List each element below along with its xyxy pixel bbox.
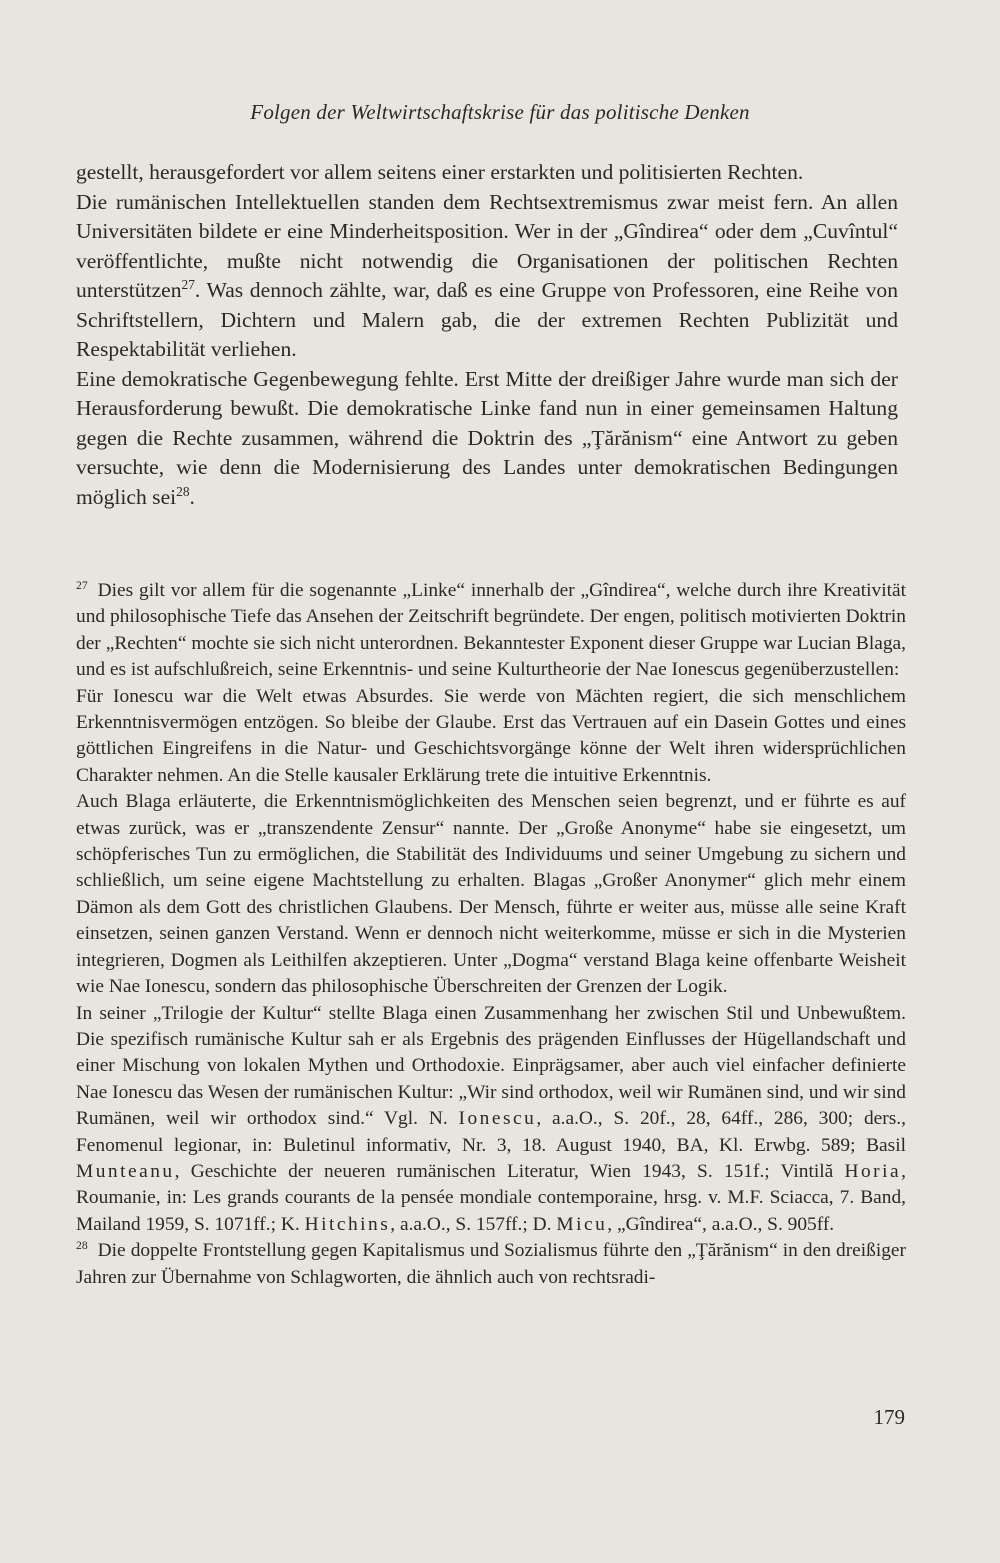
footnote-27-text-4a: In seiner „Trilogie der Kultur“ stellte Blaga einen Zusammenhang her zwischen Stil und Unbewußtem. Die spezifisch rumänische Kultur sah er als Ergebnis des prägenden Einflusses der Hügellandschaft und einer Mischung von lokalen Mythen und Orthodoxie. Einprägsamer, aber auch viel einfacher definierte Nae Ionescu das Wesen der rumänischen Kultur: „Wir sind orthodox, weil wir Rumänen sind, und wir sind Rumänen, weil wir orthodox sind.“ Vgl. N.	[76, 1002, 906, 1130]
footnote-27-number: 27	[76, 578, 88, 592]
footnote-ref-28: 28	[176, 483, 190, 499]
footnote-27-text-4f: , „Gîndirea“, a.a.O., S. 905ff.	[607, 1213, 835, 1235]
footnote-27-para-1	[76, 578, 906, 684]
author-name-munteanu: Munteanu	[76, 1160, 175, 1182]
footnote-28-para-1	[76, 1238, 906, 1291]
footnote-27-text-4b: , a.a.O., S. 20f., 28, 64ff., 286, 300; ders., Fenomenul legionar, in: Buletinul informativ, Nr. 3, 18. August 1940, BA, Kl. Erwbg. 589; Basil	[76, 1108, 906, 1156]
footnote-27-para-4	[76, 1001, 906, 1239]
footnote-27-text-4d: , Roumanie, in: Les grands courants de la pensée mondiale contemporaine, hrsg. v. M.F. Sciacca, 7. Band, Mailand 1959, S. 1071ff.; K.	[76, 1160, 906, 1235]
paragraph-3-text: Eine demokratische Gegenbewegung fehlte. Erst Mitte der dreißiger Jahre wurde man sich der Herausforderung bewußt. Die demokratische Linke fand nun in einer gemeinsamen Haltung gegen die Rechte zusammen, während die Doktrin des „Ţărănism“ eine Antwort zu geben versuchte, wie denn die Modernisierung des Landes unter demokratischen Bedingungen möglich sei	[76, 366, 898, 509]
running-head: Folgen der Weltwirtschaftskrise für das politische Denken	[250, 100, 750, 124]
footnote-27-para-2: Für Ionescu war die Welt etwas Absurdes. Sie werde von Mächten regiert, die sich menschlichem Erkenntnisvermögen entzögen. So bleibe der Glaube. Erst das Vertrauen auf ein Dasein Gottes und eines göttlichen Eingreifens in die Natur- und Geschichtsvorgänge könne der Welt ihren widersprüchlichen Charakter nehmen. An die Stelle kausaler Erklärung trete die intuitive Erkenntnis.	[76, 685, 906, 786]
footnote-ref-27: 27	[181, 276, 195, 292]
author-name-micu: Micu	[556, 1213, 608, 1235]
paragraph-1: gestellt, herausgefordert vor allem seitens einer erstarkten und politisierten Rechten.	[76, 160, 804, 184]
footnote-28-number: 28	[76, 1238, 88, 1252]
paragraph-2	[76, 188, 898, 365]
author-name-horia: Horia	[844, 1160, 902, 1182]
footnote-27-text-4c: , Geschichte der neueren rumänischen Literatur, Wien 1943, S. 151f.; Vintilă	[174, 1160, 845, 1182]
footnote-27-para-3: Auch Blaga erläuterte, die Erkenntnismöglichkeiten des Menschen seien begrenzt, und er führte es auf etwas zurück, was er „transzendente Zensur“ nannte. Der „Große Anonyme“ habe sie eingesetzt, um schöpferisches Tun zu ermöglichen, die Stabilität des Individuums und seiner Umgebung zu sichern und schließlich, um seine eigene Machtstellung zu erhalten. Blagas „Großer Anonymer“ glich mehr einem Dämon als dem Gott des christlichen Glaubens. Der Mensch, führte er weiter aus, müsse alle seine Kraft einsetzen, seinen ganzen Verstand. Wenn er dennoch nicht weiterkomme, müsse er sich in die Mysterien integrieren, Dogmen als Leithilfen akzeptieren. Unter „Dogma“ verstand Blaga keine offenbarte Weisheit wie Nae Ionescu, sondern das philosophische Überschreiten der Grenzen der Logik.	[76, 791, 906, 998]
paragraph-2-rest: . Was dennoch zählte, war, daß es eine Gruppe von Professoren, eine Reihe von Schriftstellern, Dichtern und Malern gab, die der extremen Rechten Publizität und Respektabilität verliehen.	[76, 278, 898, 361]
footnote-27-text-4e: , a.a.O., S. 157ff.; D.	[390, 1213, 557, 1235]
main-text	[76, 158, 898, 512]
paragraph-2-text: Die rumänischen Intellektuellen standen dem Rechtsextremismus zwar meist fern. An allen Universitäten bildete er eine Minderheitsposition. Wer in der „Gîndirea“ oder dem „Cuvîntul“ veröffentlichte, mußte nicht notwendig die Organisationen der politischen Rechten unterstützen	[76, 189, 898, 302]
paragraph-3	[76, 365, 898, 513]
footnotes	[76, 578, 906, 1291]
footnote-27-text-1: Dies gilt vor allem für die sogenannte „Linke“ innerhalb der „Gîndirea“, welche durch ihre Kreativität und philosophische Tiefe das Ansehen der Zeitschrift begründete. Der engen, politisch motivierten Doktrin der „Rechten“ mochte sie sich nicht unterordnen. Bekanntester Exponent dieser Gruppe war Lucian Blaga, und es ist aufschlußreich, seine Erkenntnis- und seine Kulturtheorie der Nae Ionescus gegenüberzustellen:	[76, 580, 906, 681]
paragraph-3-end: .	[189, 484, 195, 509]
author-name-hitchins: Hitchins	[304, 1213, 391, 1235]
footnote-28-text-1: Die doppelte Frontstellung gegen Kapitalismus und Sozialismus führte den „Ţărănism“ in den dreißiger Jahren zur Übernahme von Schlagworten, die ähnlich auch von rechtsradi-	[76, 1240, 906, 1288]
author-name-ionescu: Ionescu	[458, 1108, 537, 1130]
page-number: 179	[873, 1405, 905, 1429]
